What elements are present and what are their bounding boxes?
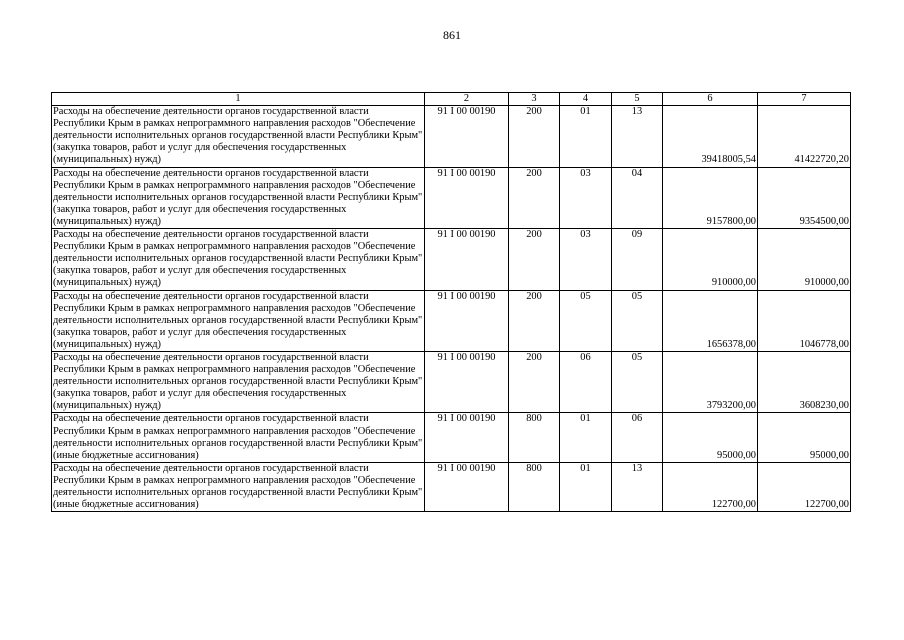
row-amount-year2: 1046778,00 [758, 290, 851, 351]
row-expense-type: 800 [509, 413, 560, 462]
row-section: 01 [560, 106, 612, 167]
row-amount-year1: 122700,00 [663, 462, 758, 511]
row-expense-type: 200 [509, 167, 560, 228]
row-amount-year1: 3793200,00 [663, 351, 758, 412]
budget-table [51, 92, 851, 512]
row-amount-year1: 9157800,00 [663, 167, 758, 228]
row-expense-type: 200 [509, 229, 560, 290]
column-header: 3 [509, 93, 560, 106]
row-subsection: 05 [612, 290, 663, 351]
column-header: 5 [612, 93, 663, 106]
row-section: 06 [560, 351, 612, 412]
table-row [52, 290, 851, 351]
row-subsection: 13 [612, 106, 663, 167]
table-row [52, 167, 851, 228]
row-section: 05 [560, 290, 612, 351]
row-description: Расходы на обеспечение деятельности органов государственной власти Республики Крым в рамках непрограммного направления расходов "Обеспечение деятельности исполнительных органов государственной власти Республики Крым" (иные бюджетные ассигнования) [52, 413, 425, 462]
row-description: Расходы на обеспечение деятельности органов государственной власти Республики Крым в рамках непрограммного направления расходов "Обеспечение деятельности исполнительных органов государственной власти Республики Крым" (закупка товаров, работ и услуг для обеспечения государственных (муниципальных) нужд) [52, 229, 425, 290]
table-row [52, 462, 851, 511]
row-section: 03 [560, 229, 612, 290]
row-section: 01 [560, 462, 612, 511]
row-section: 01 [560, 413, 612, 462]
column-header: 1 [52, 93, 425, 106]
row-subsection: 13 [612, 462, 663, 511]
row-amount-year1: 910000,00 [663, 229, 758, 290]
row-code: 91 I 00 00190 [425, 351, 509, 412]
row-description: Расходы на обеспечение деятельности органов государственной власти Республики Крым в рамках непрограммного направления расходов "Обеспечение деятельности исполнительных органов государственной власти Республики Крым" (закупка товаров, работ и услуг для обеспечения государственных (муниципальных) нужд) [52, 351, 425, 412]
row-description: Расходы на обеспечение деятельности органов государственной власти Республики Крым в рамках непрограммного направления расходов "Обеспечение деятельности исполнительных органов государственной власти Республики Крым" (закупка товаров, работ и услуг для обеспечения государственных (муниципальных) нужд) [52, 106, 425, 167]
column-header: 4 [560, 93, 612, 106]
row-code: 91 I 00 00190 [425, 106, 509, 167]
row-subsection: 09 [612, 229, 663, 290]
column-header: 6 [663, 93, 758, 106]
row-expense-type: 200 [509, 290, 560, 351]
table-row [52, 351, 851, 412]
row-amount-year2: 41422720,20 [758, 106, 851, 167]
row-subsection: 05 [612, 351, 663, 412]
header-row [52, 93, 851, 106]
row-code: 91 I 00 00190 [425, 413, 509, 462]
column-header: 7 [758, 93, 851, 106]
row-amount-year2: 910000,00 [758, 229, 851, 290]
row-amount-year1: 95000,00 [663, 413, 758, 462]
row-amount-year1: 39418005,54 [663, 106, 758, 167]
row-amount-year2: 9354500,00 [758, 167, 851, 228]
table-row [52, 229, 851, 290]
row-expense-type: 800 [509, 462, 560, 511]
row-section: 03 [560, 167, 612, 228]
row-amount-year1: 1656378,00 [663, 290, 758, 351]
table-row [52, 106, 851, 167]
table-row [52, 413, 851, 462]
row-subsection: 06 [612, 413, 663, 462]
row-subsection: 04 [612, 167, 663, 228]
column-header: 2 [425, 93, 509, 106]
row-amount-year2: 3608230,00 [758, 351, 851, 412]
row-amount-year2: 122700,00 [758, 462, 851, 511]
row-code: 91 I 00 00190 [425, 167, 509, 228]
row-description: Расходы на обеспечение деятельности органов государственной власти Республики Крым в рамках непрограммного направления расходов "Обеспечение деятельности исполнительных органов государственной власти Республики Крым" (закупка товаров, работ и услуг для обеспечения государственных (муниципальных) нужд) [52, 290, 425, 351]
row-code: 91 I 00 00190 [425, 462, 509, 511]
row-expense-type: 200 [509, 351, 560, 412]
row-code: 91 I 00 00190 [425, 229, 509, 290]
row-code: 91 I 00 00190 [425, 290, 509, 351]
row-amount-year2: 95000,00 [758, 413, 851, 462]
row-expense-type: 200 [509, 106, 560, 167]
row-description: Расходы на обеспечение деятельности органов государственной власти Республики Крым в рамках непрограммного направления расходов "Обеспечение деятельности исполнительных органов государственной власти Республики Крым" (закупка товаров, работ и услуг для обеспечения государственных (муниципальных) нужд) [52, 167, 425, 228]
page-number: 861 [443, 28, 461, 42]
row-description: Расходы на обеспечение деятельности органов государственной власти Республики Крым в рамках непрограммного направления расходов "Обеспечение деятельности исполнительных органов государственной власти Республики Крым" (иные бюджетные ассигнования) [52, 462, 425, 511]
